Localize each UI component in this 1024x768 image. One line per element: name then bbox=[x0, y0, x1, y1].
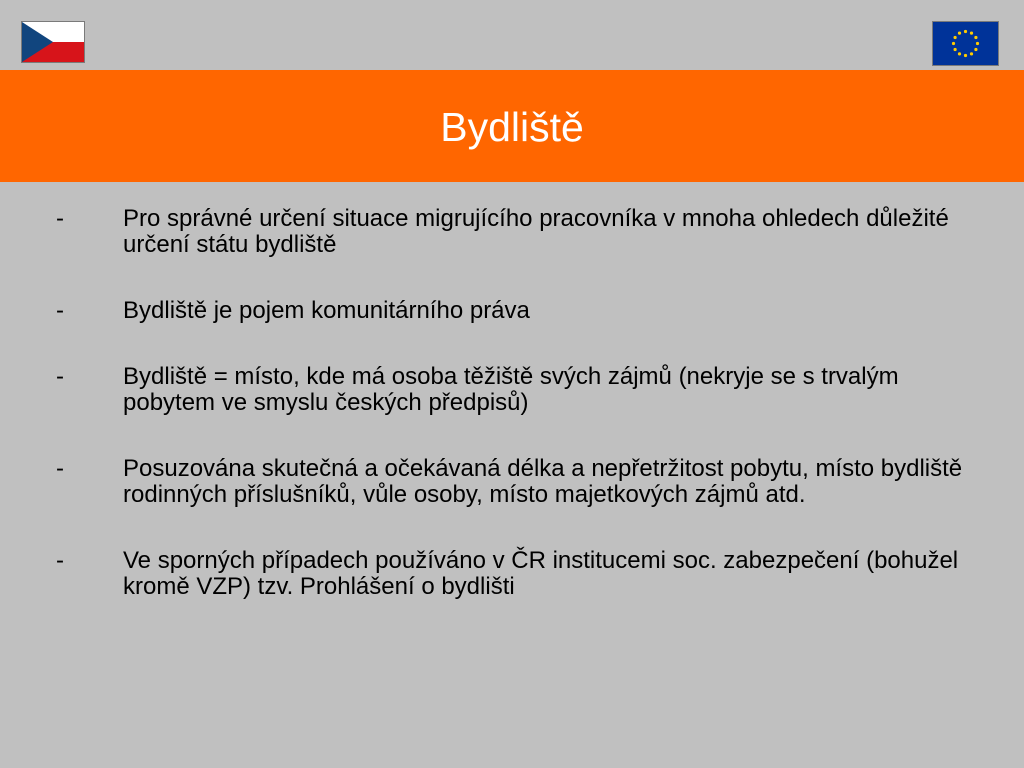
bullet-marker: - bbox=[56, 205, 64, 232]
bullet-text: Bydliště je pojem komunitárního práva bbox=[123, 297, 530, 324]
eu-flag-icon bbox=[932, 21, 999, 66]
bullet-item bbox=[0, 364, 1024, 416]
bullet-item bbox=[0, 206, 1024, 258]
bullet-item bbox=[0, 548, 1024, 600]
bullet-text: Ve sporných případech používáno v ČR institucemi soc. zabezpečení (bohužel kromě VZP) tzv. Prohlášení o bydlišti bbox=[123, 547, 959, 600]
bullet-list bbox=[0, 206, 1024, 640]
bullet-text: Pro správné určení situace migrujícího pracovníka v mnoha ohledech důležité určení státu bydliště bbox=[123, 205, 949, 258]
bullet-item bbox=[0, 456, 1024, 508]
bullet-marker: - bbox=[56, 455, 64, 482]
bullet-marker: - bbox=[56, 363, 64, 390]
bullet-marker: - bbox=[56, 297, 64, 324]
slide-title: Bydliště bbox=[440, 103, 584, 150]
czech-flag-icon bbox=[21, 21, 85, 63]
bullet-marker: - bbox=[56, 547, 64, 574]
bullet-item bbox=[0, 298, 1024, 324]
bullet-text: Bydliště = místo, kde má osoba těžiště svých zájmů (nekryje se s trvalým pobytem ve smyslu českých předpisů) bbox=[123, 363, 899, 416]
title-bar bbox=[0, 70, 1024, 182]
bullet-text: Posuzována skutečná a očekávaná délka a nepřetržitost pobytu, místo bydliště rodinných příslušníků, vůle osoby, místo majetkových zájmů atd. bbox=[123, 455, 963, 508]
